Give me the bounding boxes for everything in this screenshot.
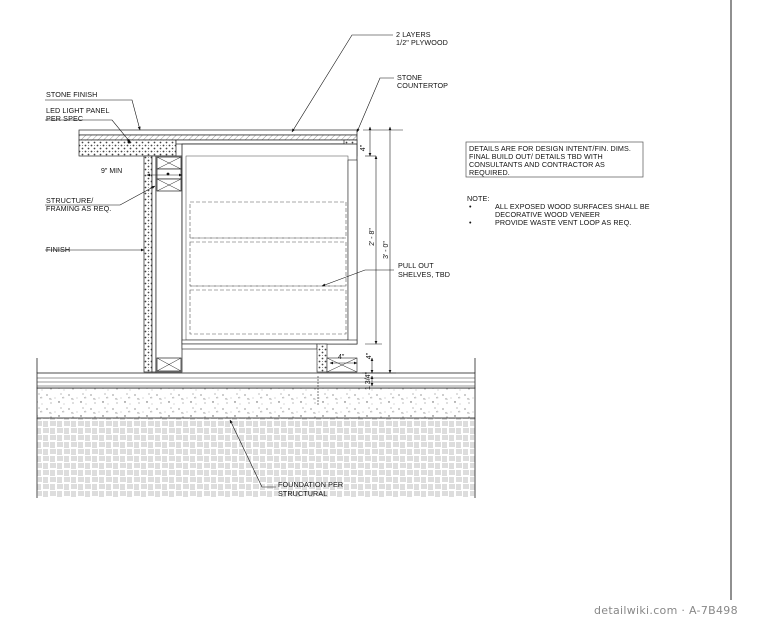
framing xyxy=(144,156,182,372)
note-design-3: CONSULTANTS AND CONTRACTOR AS xyxy=(469,160,605,169)
note-bullet-2: • xyxy=(469,218,472,227)
dim-toe-kick-height: 4" xyxy=(366,352,373,360)
cabinet xyxy=(182,144,357,372)
watermark: detailwiki.com · A-7B498 xyxy=(594,604,738,617)
note-title: NOTE: xyxy=(467,194,490,203)
label-foundation-1: FOUNDATION PER xyxy=(278,480,344,489)
label-plywood-1: 2 LAYERS xyxy=(396,30,431,39)
label-led-1: LED LIGHT PANEL xyxy=(46,106,110,115)
label-countertop-2: COUNTERTOP xyxy=(397,81,449,90)
label-pullout-1: PULL OUT xyxy=(398,261,434,270)
note-bullet-1: • xyxy=(469,202,472,211)
dim-top-thickness: 4" xyxy=(360,144,367,152)
note-design-2: FINAL BUILD OUT/ DETAILS TBD WITH xyxy=(469,152,603,161)
label-foundation-2: STRUCTURAL xyxy=(278,489,328,498)
note-design-1: DETAILS ARE FOR DESIGN INTENT/FIN. DIMS. xyxy=(469,144,632,153)
label-structure-2: FRAMING AS REQ. xyxy=(46,204,112,213)
dim-overall-height: 3' - 0" xyxy=(383,241,390,259)
note-item-2: PROVIDE WASTE VENT LOOP AS REQ. xyxy=(495,218,632,227)
note-design-4: REQUIRED. xyxy=(469,168,510,177)
label-pullout-2: SHELVES, TBD xyxy=(398,270,451,279)
foundation xyxy=(37,358,475,498)
label-stone-finish: STONE FINISH xyxy=(46,90,98,99)
label-finish: FINISH xyxy=(46,245,71,254)
dim-cabinet-height: 2' - 8" xyxy=(369,228,376,246)
dim-slab: 1 3/4" xyxy=(365,371,372,391)
label-structure-1: STRUCTURE/ xyxy=(46,196,94,205)
label-countertop-1: STONE xyxy=(397,73,423,82)
label-led-2: PER SPEC xyxy=(46,114,84,123)
note-item-1b: DECORATIVE WOOD VENEER xyxy=(495,210,601,219)
dim-toe-kick-depth: 4" xyxy=(338,354,345,361)
label-plywood-2: 1/2" PLYWOOD xyxy=(396,38,448,47)
note-item-1a: ALL EXPOSED WOOD SURFACES SHALL BE xyxy=(495,202,650,211)
dim-min-depth: 9" MIN xyxy=(101,168,123,175)
